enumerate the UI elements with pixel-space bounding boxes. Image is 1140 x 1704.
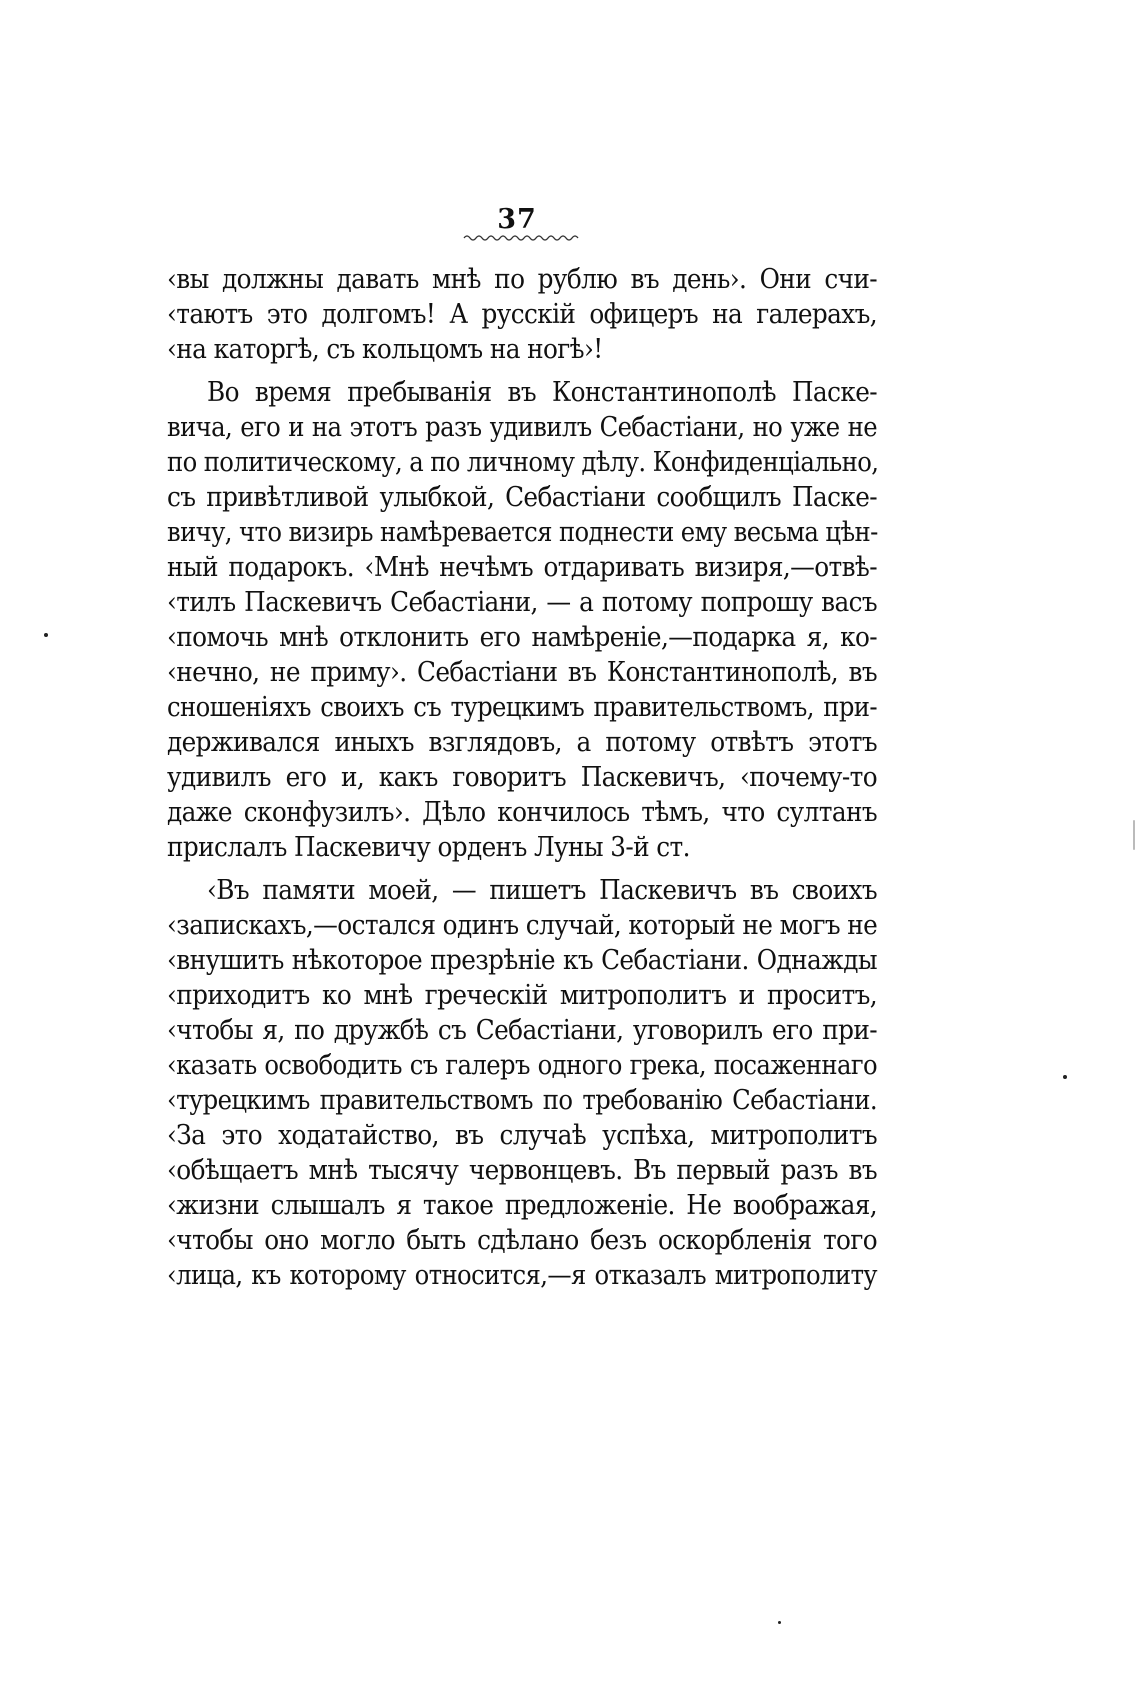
text-line: по политическому, а по личному дѣлу. Конфиденціально,: [167, 447, 879, 478]
body-text: [167, 262, 877, 1293]
text-line: даже сконфузилъ›. Дѣло кончилось тѣмъ, что султанъ: [167, 796, 877, 828]
text-line: вичу, что визирь намѣревается поднести ему весьма цѣн-: [167, 517, 878, 548]
text-line: сношеніяхъ своихъ съ турецкимъ правительствомъ, при-: [167, 692, 877, 723]
text-line: Во время пребыванія въ Константинополѣ Паске-: [207, 376, 877, 408]
text-line: держивался иныхъ взглядовъ, а потому отвѣтъ этотъ: [167, 726, 877, 758]
text-line: ‹тилъ Паскевичъ Себастіани, — а потому попрошу васъ: [167, 586, 877, 618]
text-line: ‹Въ памяти моей, — пишетъ Паскевичъ въ своихъ: [207, 874, 877, 906]
text-line: ‹казать освободить съ галеръ одного грека, посаженнаго: [167, 1050, 877, 1081]
text-line: ‹приходитъ ко мнѣ греческій митрополитъ и проситъ,: [167, 979, 877, 1011]
scan-speck: [778, 1621, 781, 1624]
text-line: ‹чтобы оно могло быть сдѣлано безъ оскорбленія того: [167, 1224, 877, 1256]
text-line: ‹вы должны давать мнѣ по рублю въ день›. Они счи-: [167, 263, 877, 295]
text-line: ‹лица, къ которому относится,—я отказалъ митрополиту: [167, 1260, 877, 1291]
scan-speck: [44, 633, 48, 637]
text-line: ‹обѣщаетъ мнѣ тысячу червонцевъ. Въ первый разъ въ: [167, 1154, 877, 1186]
scan-speck: [1063, 1075, 1067, 1079]
scan-speck: [1133, 820, 1135, 850]
text-line: вича, его и на этотъ разъ удивилъ Себастіани, но уже не: [167, 412, 877, 443]
text-line: ‹нечно, не приму›. Себастіани въ Константинополѣ, въ: [167, 656, 877, 688]
text-line: удивилъ его и, какъ говоритъ Паскевичъ, ‹почему-то: [167, 761, 877, 793]
text-line: ‹За это ходатайство, въ случаѣ успѣха, митрополитъ: [167, 1119, 877, 1151]
text-line: ‹жизни слышалъ я такое предложеніе. Не воображая,: [167, 1189, 877, 1221]
text-line: ‹на каторгѣ, съ кольцомъ на ногѣ›!: [167, 333, 603, 365]
text-line: ‹внушить нѣкоторое презрѣніе къ Себастіани. Однажды: [167, 944, 877, 976]
text-line: ‹помочь мнѣ отклонить его намѣреніе,—подарка я, ко-: [167, 621, 877, 653]
page-number: 37: [497, 204, 537, 235]
text-line: ‹таютъ это долгомъ! А русскій офицеръ на галерахъ,: [167, 298, 877, 330]
paragraph: [167, 375, 877, 865]
text-line: прислалъ Паскевичу орденъ Луны 3-й ст.: [167, 831, 690, 863]
paragraph: [167, 262, 877, 367]
paragraph: [167, 873, 877, 1293]
text-line: съ привѣтливой улыбкой, Себастіани сообщилъ Паске-: [167, 481, 877, 513]
text-line: ный подарокъ. ‹Мнѣ нечѣмъ отдаривать визиря,—отвѣ-: [167, 551, 877, 583]
text-line: ‹запискахъ,—остался одинъ случай, который не могъ не: [167, 909, 878, 941]
text-line: ‹турецкимъ правительствомъ по требованію Себастіани.: [167, 1085, 877, 1116]
text-line: ‹чтобы я, по дружбѣ съ Себастіани, уговорилъ его при-: [167, 1014, 877, 1046]
wavy-rule-ornament-icon: [463, 232, 581, 244]
